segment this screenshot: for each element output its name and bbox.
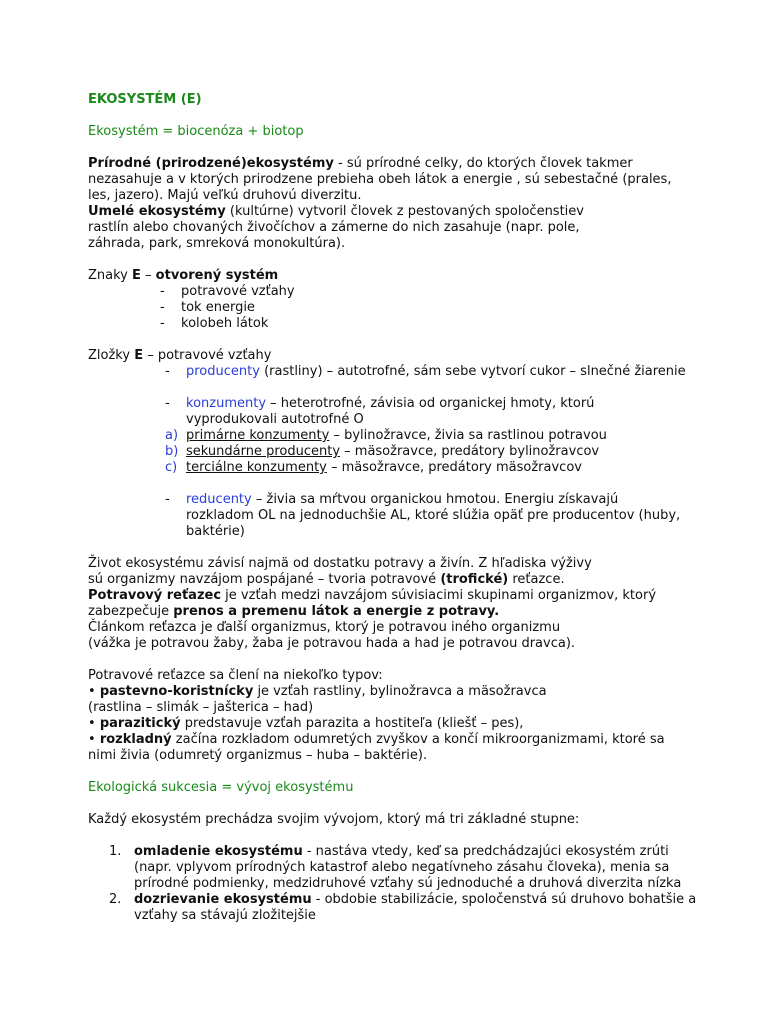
signs-label: otvorený systém — [155, 268, 279, 283]
reducers-text: baktérie) — [186, 524, 245, 539]
food-chain-term: Potravový reťazec — [88, 588, 222, 603]
list-marker: c) — [165, 460, 178, 475]
signs-section — [88, 268, 688, 332]
spacer — [88, 252, 688, 268]
life-text: Život ekosystému závisí najmä od dostatku potravy a živín. Z hľadiska výživy — [88, 556, 592, 571]
spacer — [88, 380, 688, 396]
consumers-term: konzumenty — [186, 396, 267, 411]
natural-text: les, jazero). Majú veľkú druhovú diverzitu. — [88, 188, 362, 203]
list-item-text: kolobeh látok — [181, 316, 269, 331]
list-item-text: potravové vzťahy — [181, 284, 295, 299]
list-item-text: tok energie — [181, 300, 255, 315]
artificial-paragraph — [88, 204, 688, 252]
succession-heading: Ekologická sukcesia = vývoj ekosystému — [88, 780, 354, 795]
list-item — [88, 428, 688, 444]
list-item — [88, 844, 688, 860]
step-term: omladenie ekosystému — [134, 844, 303, 859]
succession-steps — [88, 844, 697, 924]
components-e: E — [134, 348, 144, 363]
step-text: - obdobie stabilizácie, spoločenstvá sú druhovo bohatšie a — [311, 892, 697, 907]
definition-line: Ekosystém = biocenóza + biotop — [88, 124, 304, 139]
list-item: - kolobeh látok — [160, 316, 269, 331]
life-text: zabezpečuje — [88, 604, 174, 619]
list-item — [88, 460, 688, 476]
sub-term: primárne konzumenty — [186, 428, 330, 443]
bullet: • — [88, 684, 100, 699]
list-marker: b) — [165, 444, 179, 459]
sub-term: terciálne konzumenty — [186, 460, 327, 475]
page-title: EKOSYSTÉM (E) — [88, 92, 202, 107]
artificial-text: záhrada, park, smreková monokultúra). — [88, 236, 346, 251]
step-text: vzťahy sa stávajú zložitejšie — [134, 908, 316, 923]
producers-term: producenty — [186, 364, 260, 379]
sub-text: – mäsožravce, predátory mäsožravcov — [326, 460, 582, 475]
list-item: - tok energie — [160, 300, 255, 315]
life-text: reťazce. — [508, 572, 565, 587]
spacer — [88, 764, 688, 780]
artificial-text: rastlín alebo chovaných živočíchov a zámerne do nich zasahuje (napr. pole, — [88, 220, 580, 235]
list-item: - reducenty – živia sa mŕtvou organickou hmotou. Energiu získavajú — [165, 492, 619, 507]
list-item: - potravové vzťahy — [160, 284, 295, 299]
consumers-text: vyprodukovali autotrofné O — [186, 412, 364, 427]
artificial-text: (kultúrne) vytvoril človek z pestovaných spoločenstiev — [225, 204, 584, 219]
chain-type-term: pastevno-koristnícky — [99, 684, 254, 699]
life-text: sú organizmy navzájom pospájané – tvoria potravové — [88, 572, 441, 587]
life-text: je vzťah medzi navzájom súvisiacimi skupinami organizmov, ktorý — [221, 588, 657, 603]
chain-type-text: začína rozkladom odumretých zvyškov a končí mikroorganizmami, ktoré sa — [171, 732, 665, 747]
chains-intro: Potravové reťazce sa člení na niekoľko typov: — [88, 668, 383, 683]
artificial-term: Umelé ekosystémy — [88, 204, 226, 219]
consumers-text: – heterotrofné, závisia od organickej hmoty, ktorú — [266, 396, 595, 411]
list-item: - konzumenty – heterotrofné, závisia od organickej hmoty, ktorú — [165, 396, 595, 411]
step-term: dozrievanie ekosystému — [134, 892, 312, 907]
chain-type-text: nimi živia (odumretý organizmus – huba – baktérie). — [88, 748, 428, 763]
list-marker: a) — [165, 428, 179, 443]
list-item — [88, 892, 697, 908]
list-number: 2. — [109, 892, 122, 907]
document-page — [88, 92, 697, 924]
list-number: 1. — [109, 844, 122, 859]
bullet: • — [88, 732, 100, 747]
natural-text: - sú prírodné celky, do ktorých človek takmer — [333, 156, 633, 171]
sub-text: – mäsožravce, predátory bylinožravcov — [340, 444, 600, 459]
components-dash: – — [143, 348, 158, 363]
succession-intro: Každý ekosystém prechádza svojim vývojom, ktorý má tri základné stupne: — [88, 812, 580, 827]
chain-type-text: predstavuje vzťah parazita a hostiteľa (kliešť – pes), — [180, 716, 524, 731]
chain-type-text: je vzťah rastliny, bylinožravca a mäsožravca — [253, 684, 547, 699]
spacer — [88, 332, 688, 348]
chain-type-term: rozkladný — [99, 732, 172, 747]
life-text: (vážka je potravou žaby, žaba je potravou hada a had je potravou dravca). — [88, 636, 576, 651]
natural-text: nezasahuje a v ktorých prirodzene prebieha obeh látok a energie , sú sebestačné (prales, — [88, 172, 672, 187]
chain-type-text: (rastlina – slimák – jašterica – had) — [88, 700, 314, 715]
components-prefix: Zložky — [88, 348, 135, 363]
bullet: • — [88, 716, 100, 731]
step-text: - nastáva vtedy, keď sa predchádzajúci ekosystém zrúti — [302, 844, 669, 859]
life-paragraph — [88, 556, 688, 652]
producers-text: (rastliny) – autotrofné, sám sebe vytvorí cukor – slnečné žiarenie — [259, 364, 686, 379]
chain-type-term: parazitický — [99, 716, 181, 731]
natural-paragraph — [88, 156, 688, 204]
reducers-term: reducenty — [186, 492, 252, 507]
spacer — [88, 140, 688, 156]
spacer — [88, 796, 688, 812]
reducers-text: – živia sa mŕtvou organickou hmotou. Energiu získavajú — [251, 492, 619, 507]
components-label: potravové vzťahy — [157, 348, 272, 363]
natural-term: Prírodné (prirodzené)ekosystémy — [88, 156, 334, 171]
sub-term: sekundárne producenty — [186, 444, 341, 459]
components-section — [88, 348, 688, 540]
life-term: prenos a premenu látok a energie z potravy. — [173, 604, 500, 619]
spacer — [88, 828, 688, 844]
life-term: (trofické) — [440, 572, 509, 587]
list-item — [88, 444, 688, 460]
step-text: (napr. vplyvom prírodných katastrof alebo negatívneho zásahu človeka), menia sa — [134, 860, 670, 875]
spacer — [88, 652, 688, 668]
signs-prefix: Znaky — [88, 268, 133, 283]
sub-text: – bylinožravce, živia sa rastlinou potravou — [329, 428, 607, 443]
spacer — [88, 108, 688, 124]
reducers-text: rozkladom OL na jednoduchšie AL, ktoré slúžia opäť pre producentov (huby, — [186, 508, 681, 523]
list-item: - producenty (rastliny) – autotrofné, sám sebe vytvorí cukor – slnečné žiarenie — [165, 364, 686, 379]
spacer — [88, 476, 688, 492]
chains-section — [88, 668, 688, 764]
signs-e: E — [132, 268, 141, 283]
signs-dash: – — [140, 268, 156, 283]
life-text: Článkom reťazca je ďalší organizmus, ktorý je potravou iného organizmu — [88, 620, 561, 635]
spacer — [88, 540, 688, 556]
step-text: prírodné podmienky, medzidruhové vzťahy sú jednoduché a druhová diverzita nízka — [134, 876, 682, 891]
